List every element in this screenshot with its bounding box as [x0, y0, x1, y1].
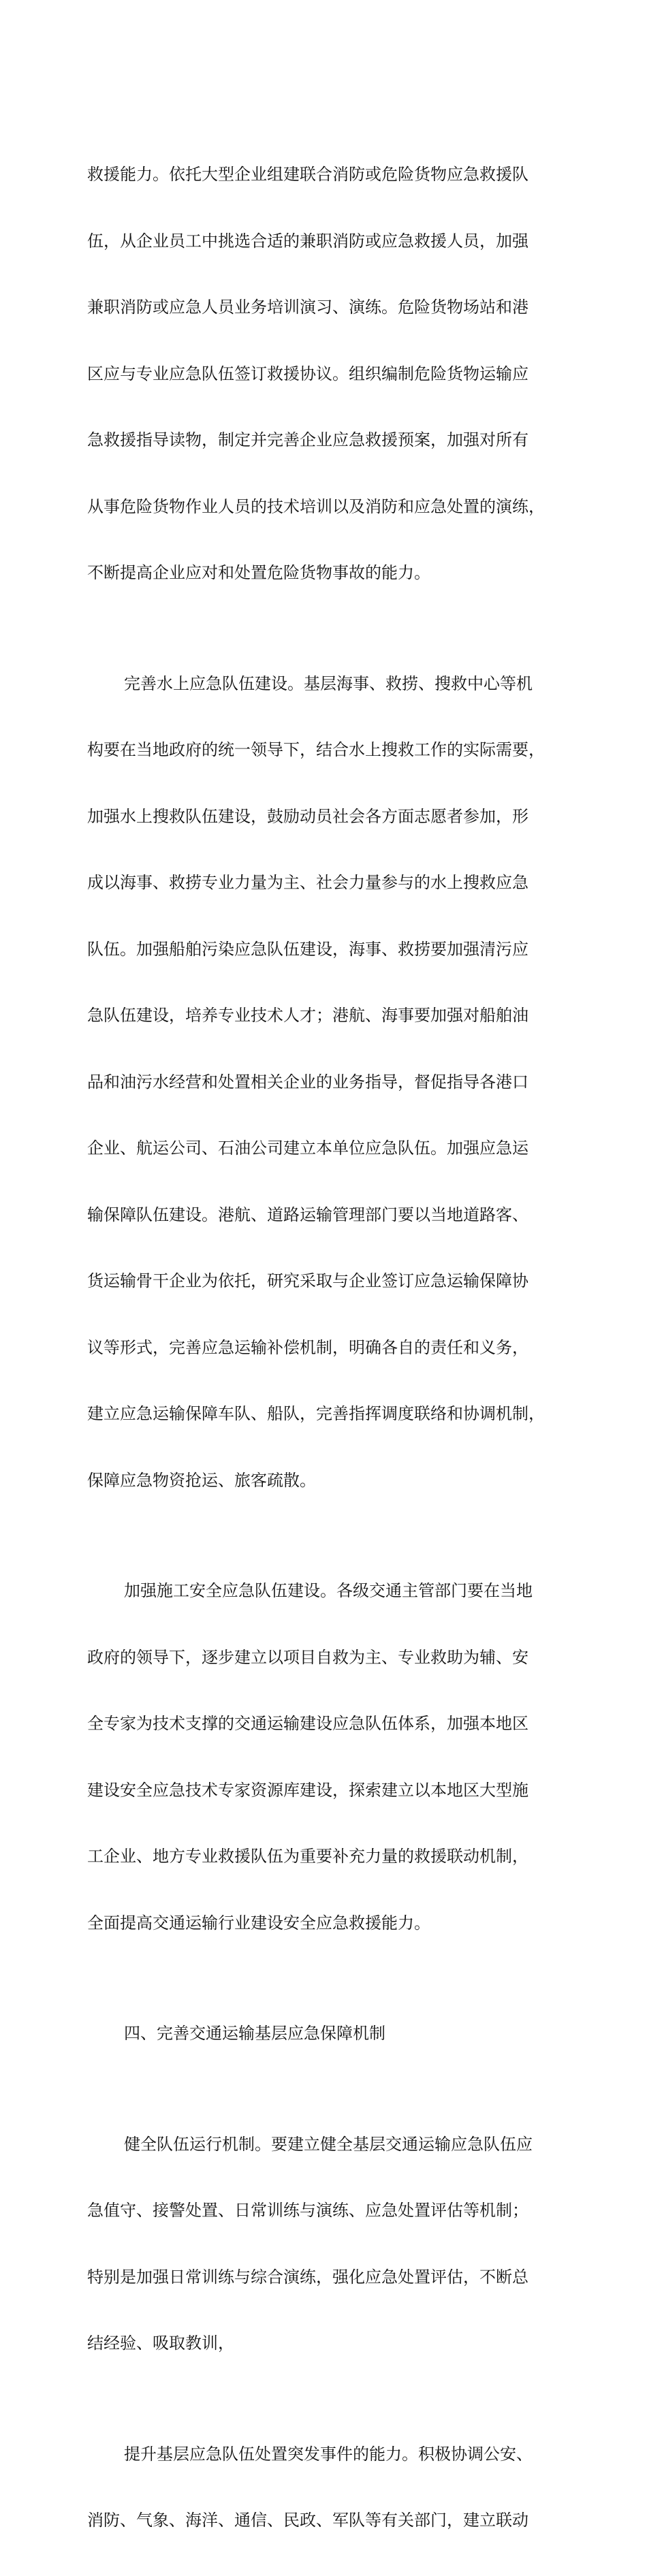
text-line: 区应与专业应急队伍签订救援协议。组织编制危险货物运输应	[87, 364, 528, 383]
section-heading-text: 四、完善交通运输基层应急保障机制	[124, 2024, 385, 2043]
text-line: 伍，从企业员工中挑选合适的兼职消防或应急救援人员，加强	[87, 231, 528, 251]
text-line: 全面提高交通运输行业建设安全应急救援能力。	[87, 1913, 430, 1933]
text-line: 从事危险货物作业人员的技术培训以及消防和应急处置的演练，	[87, 496, 545, 516]
text-line: 特别是加强日常训练与综合演练，强化应急处置评估，不断总	[87, 2267, 528, 2287]
section-heading	[87, 1978, 571, 2089]
paragraph-p2	[87, 629, 571, 1536]
paragraph-p5	[87, 2089, 571, 2399]
text-line: 全专家为技术支撑的交通运输建设应急队伍体系，加强本地区	[87, 1714, 528, 1733]
text-line: 成以海事、救捞专业力量为主、社会力量参与的水上搜救应急	[87, 873, 528, 892]
text-line: 工企业、地方专业救援队伍为重要补充力量的救援联动机制，	[87, 1847, 528, 1866]
text-line: 结经验、吸取教训，	[87, 2334, 234, 2353]
text-line: 建设安全应急技术专家资源库建设，探索建立以本地区大型施	[87, 1780, 528, 1800]
text-line: 品和油污水经营和处置相关企业的业务指导，督促指导各港口	[87, 1072, 528, 1092]
text-line: 建立应急运输保障车队、船队，完善指挥调度联络和协调机制，	[87, 1404, 545, 1423]
text-line: 完善水上应急队伍建设。基层海事、救捞、搜救中心等机	[124, 673, 533, 693]
text-line: 保障应急物资抢运、旅客疏散。	[87, 1470, 316, 1490]
text-line: 急救援指导读物，制定并完善企业应急救援预案，加强对所有	[87, 430, 528, 449]
text-line: 政府的领导下，逐步建立以项目自救为主、专业救助为辅、安	[87, 1647, 528, 1667]
text-line: 健全队伍运行机制。要建立健全基层交通运输应急队伍应	[124, 2134, 533, 2154]
text-line: 货运输骨干企业为依托，研究采取与企业签订应急运输保障协	[87, 1271, 528, 1290]
text-line: 消防、气象、海洋、通信、民政、军队等有关部门，建立联动	[87, 2511, 528, 2530]
paragraph-p1	[87, 119, 571, 629]
paragraph-p6	[87, 2399, 571, 2576]
text-line: 急值守、接警处置、日常训练与演练、应急处置评估等机制；	[87, 2201, 528, 2220]
text-line: 急队伍建设，培养专业技术人才；港航、海事要加强对船舶油	[87, 1006, 528, 1025]
text-line: 提升基层应急队伍处置突发事件的能力。积极协调公安、	[124, 2444, 533, 2464]
text-line: 不断提高企业应对和处置危险货物事故的能力。	[87, 563, 430, 582]
text-line: 队伍。加强船舶污染应急队伍建设，海事、救捞要加强清污应	[87, 939, 528, 959]
text-line: 加强施工安全应急队伍建设。各级交通主管部门要在当地	[124, 1581, 533, 1600]
text-line: 构要在当地政府的统一领导下，结合水上搜救工作的实际需要，	[87, 740, 545, 759]
text-line: 输保障队伍建设。港航、道路运输管理部门要以当地道路客、	[87, 1205, 528, 1224]
text-line: 救援能力。依托大型企业组建联合消防或危险货物应急救援队	[87, 165, 528, 184]
paragraph-p3	[87, 1536, 571, 1978]
text-line: 兼职消防或应急人员业务培训演习、演练。危险货物场站和港	[87, 298, 528, 317]
text-line: 议等形式，完善应急运输补偿机制，明确各自的责任和义务，	[87, 1337, 528, 1357]
text-line: 企业、航运公司、石油公司建立本单位应急队伍。加强应急运	[87, 1139, 528, 1158]
text-line: 加强水上搜救队伍建设，鼓励动员社会各方面志愿者参加，形	[87, 806, 528, 826]
document-body	[87, 119, 571, 2576]
